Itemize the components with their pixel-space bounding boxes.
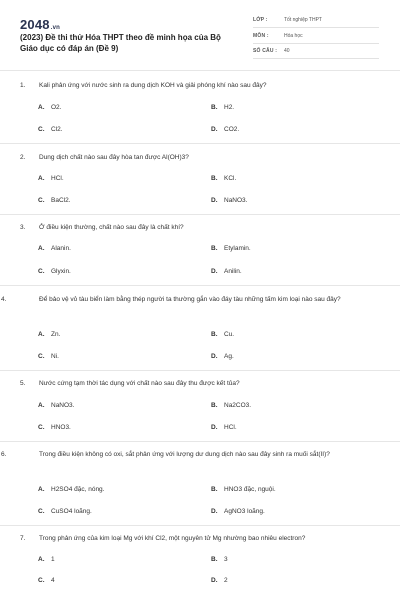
question-divider bbox=[0, 370, 400, 371]
option-text: Ni. bbox=[51, 353, 59, 360]
meta-count-value: 40 bbox=[284, 48, 290, 54]
header bbox=[0, 0, 400, 72]
meta-class-label: LỚP : bbox=[253, 17, 268, 23]
option-text: Alanin. bbox=[51, 245, 71, 252]
option-c[interactable] bbox=[38, 126, 63, 133]
option-text: Glyxin. bbox=[51, 268, 71, 275]
option-label: D. bbox=[211, 197, 218, 204]
option-d[interactable] bbox=[211, 126, 239, 133]
option-b[interactable] bbox=[211, 402, 251, 409]
option-text: Zn. bbox=[51, 331, 61, 338]
option-label: D. bbox=[211, 126, 218, 133]
option-text: KCl. bbox=[224, 175, 237, 182]
option-d[interactable] bbox=[211, 353, 234, 360]
header-divider bbox=[0, 70, 400, 71]
option-text: CO2. bbox=[224, 126, 240, 133]
meta-count bbox=[253, 45, 379, 59]
option-label: B. bbox=[211, 245, 218, 252]
option-text: 1 bbox=[51, 556, 55, 563]
option-text: Na2CO3. bbox=[224, 402, 252, 409]
option-label: C. bbox=[38, 268, 45, 275]
option-text: NaNO3. bbox=[51, 402, 75, 409]
meta-count-label: SỐ CÂU : bbox=[253, 48, 278, 54]
question-divider bbox=[0, 143, 400, 144]
option-a[interactable] bbox=[38, 486, 104, 493]
option-text: Cl2. bbox=[51, 126, 63, 133]
question-text: Dung dịch chất nào sau đây hòa tan được Al(OH)3? bbox=[39, 154, 189, 161]
option-label: D. bbox=[211, 353, 218, 360]
option-text: H2. bbox=[224, 104, 235, 111]
option-label: B. bbox=[211, 175, 218, 182]
option-text: Anilin. bbox=[224, 268, 242, 275]
option-c[interactable] bbox=[38, 353, 59, 360]
option-a[interactable] bbox=[38, 556, 55, 563]
option-text: 2 bbox=[224, 577, 228, 584]
option-a[interactable] bbox=[38, 245, 71, 252]
question-text: Nước cứng tạm thời tác dụng với chất nào sau đây thu được kết tủa? bbox=[39, 380, 240, 387]
question-number: 2. bbox=[20, 154, 26, 161]
question-number: 4. bbox=[1, 296, 7, 303]
question-number: 6. bbox=[1, 451, 7, 458]
option-text: Etylamin. bbox=[224, 245, 251, 252]
option-text: HNO3 đặc, nguội. bbox=[224, 486, 276, 493]
option-text: Cu. bbox=[224, 331, 235, 338]
option-text: O2. bbox=[51, 104, 62, 111]
question-text: Ở điều kiện thường, chất nào sau đây là chất khí? bbox=[39, 224, 184, 231]
option-d[interactable] bbox=[211, 424, 237, 431]
option-b[interactable] bbox=[211, 245, 251, 252]
option-label: B. bbox=[211, 331, 218, 338]
option-label: A. bbox=[38, 104, 45, 111]
option-label: C. bbox=[38, 126, 45, 133]
option-label: A. bbox=[38, 486, 45, 493]
site-logo[interactable] bbox=[20, 17, 60, 32]
option-c[interactable] bbox=[38, 424, 71, 431]
option-text: HCl. bbox=[51, 175, 64, 182]
option-text: HNO3. bbox=[51, 424, 71, 431]
option-text: HCl. bbox=[224, 424, 237, 431]
logo-text: 2048 bbox=[20, 17, 50, 32]
meta-class-value: Tốt nghiệp THPT bbox=[284, 17, 322, 23]
question-divider bbox=[0, 525, 400, 526]
option-b[interactable] bbox=[211, 104, 234, 111]
option-d[interactable] bbox=[211, 508, 265, 515]
option-label: D. bbox=[211, 508, 218, 515]
option-text: BaCl2. bbox=[51, 197, 71, 204]
option-label: B. bbox=[211, 402, 218, 409]
option-c[interactable] bbox=[38, 197, 71, 204]
meta-subject-label: MÔN : bbox=[253, 33, 269, 39]
option-c[interactable] bbox=[38, 268, 71, 275]
option-label: C. bbox=[38, 508, 45, 515]
option-label: D. bbox=[211, 577, 218, 584]
option-label: B. bbox=[211, 104, 218, 111]
meta-class bbox=[253, 14, 379, 28]
question-divider bbox=[0, 214, 400, 215]
option-label: C. bbox=[38, 424, 45, 431]
question-text: Để bảo vệ vỏ tàu biển làm bằng thép người ta thường gắn vào đáy tàu những tấm kim loại nào sau đây? bbox=[39, 296, 341, 303]
question-number: 7. bbox=[20, 535, 26, 542]
option-label: D. bbox=[211, 424, 218, 431]
option-a[interactable] bbox=[38, 104, 61, 111]
question-stem bbox=[20, 533, 380, 544]
option-text: CuSO4 loãng. bbox=[51, 508, 92, 515]
option-text: NaNO3. bbox=[224, 197, 248, 204]
question-divider bbox=[0, 285, 400, 286]
question-stem bbox=[20, 152, 380, 163]
option-text: AgNO3 loãng. bbox=[224, 508, 265, 515]
option-b[interactable] bbox=[211, 486, 276, 493]
option-label: C. bbox=[38, 197, 45, 204]
question-stem bbox=[1, 294, 380, 305]
option-label: A. bbox=[38, 331, 45, 338]
option-label: A. bbox=[38, 556, 45, 563]
option-text: H2SO4 đặc, nóng. bbox=[51, 486, 105, 493]
question-divider bbox=[0, 441, 400, 442]
exam-title: (2023) Đề thi thử Hóa THPT theo đề minh họa của Bộ Giáo dục có đáp án (Đề 9) bbox=[20, 33, 221, 53]
logo-tld: .vn bbox=[50, 25, 61, 31]
option-a[interactable] bbox=[38, 402, 74, 409]
question-stem bbox=[20, 80, 380, 91]
option-d[interactable] bbox=[211, 577, 228, 584]
option-label: A. bbox=[38, 175, 45, 182]
option-b[interactable] bbox=[211, 331, 234, 338]
option-label: B. bbox=[211, 486, 218, 493]
question-stem bbox=[1, 449, 380, 460]
option-a[interactable] bbox=[38, 331, 60, 338]
option-c[interactable] bbox=[38, 508, 92, 515]
option-label: A. bbox=[38, 402, 45, 409]
option-d[interactable] bbox=[211, 197, 247, 204]
option-label: B. bbox=[211, 556, 218, 563]
option-label: C. bbox=[38, 577, 45, 584]
option-label: D. bbox=[211, 268, 218, 275]
question-number: 3. bbox=[20, 224, 26, 231]
option-text: Ag. bbox=[224, 353, 234, 360]
question-text: Trong điều kiện không có oxi, sắt phản ứng với lượng dư dung dịch nào sau đây sinh ra muối sắt(II)? bbox=[39, 451, 330, 458]
question-number: 5. bbox=[20, 380, 26, 387]
option-d[interactable] bbox=[211, 268, 242, 275]
meta-subject-value: Hóa học bbox=[284, 33, 303, 39]
option-text: 4 bbox=[51, 577, 55, 584]
option-label: C. bbox=[38, 353, 45, 360]
option-label: A. bbox=[38, 245, 45, 252]
meta-subject bbox=[253, 30, 379, 44]
question-text: Trong phản ứng của kim loại Mg với khí Cl2, một nguyên tử Mg nhường bao nhiêu electron? bbox=[39, 535, 306, 542]
question-number: 1. bbox=[20, 82, 26, 89]
question-stem bbox=[20, 222, 380, 233]
option-b[interactable] bbox=[211, 175, 236, 182]
question-stem bbox=[20, 378, 380, 389]
option-a[interactable] bbox=[38, 175, 64, 182]
option-c[interactable] bbox=[38, 577, 55, 584]
question-text: Kali phản ứng với nước sinh ra dung dịch KOH và giải phóng khí nào sau đây? bbox=[39, 82, 267, 89]
option-text: 3 bbox=[224, 556, 228, 563]
option-b[interactable] bbox=[211, 556, 228, 563]
